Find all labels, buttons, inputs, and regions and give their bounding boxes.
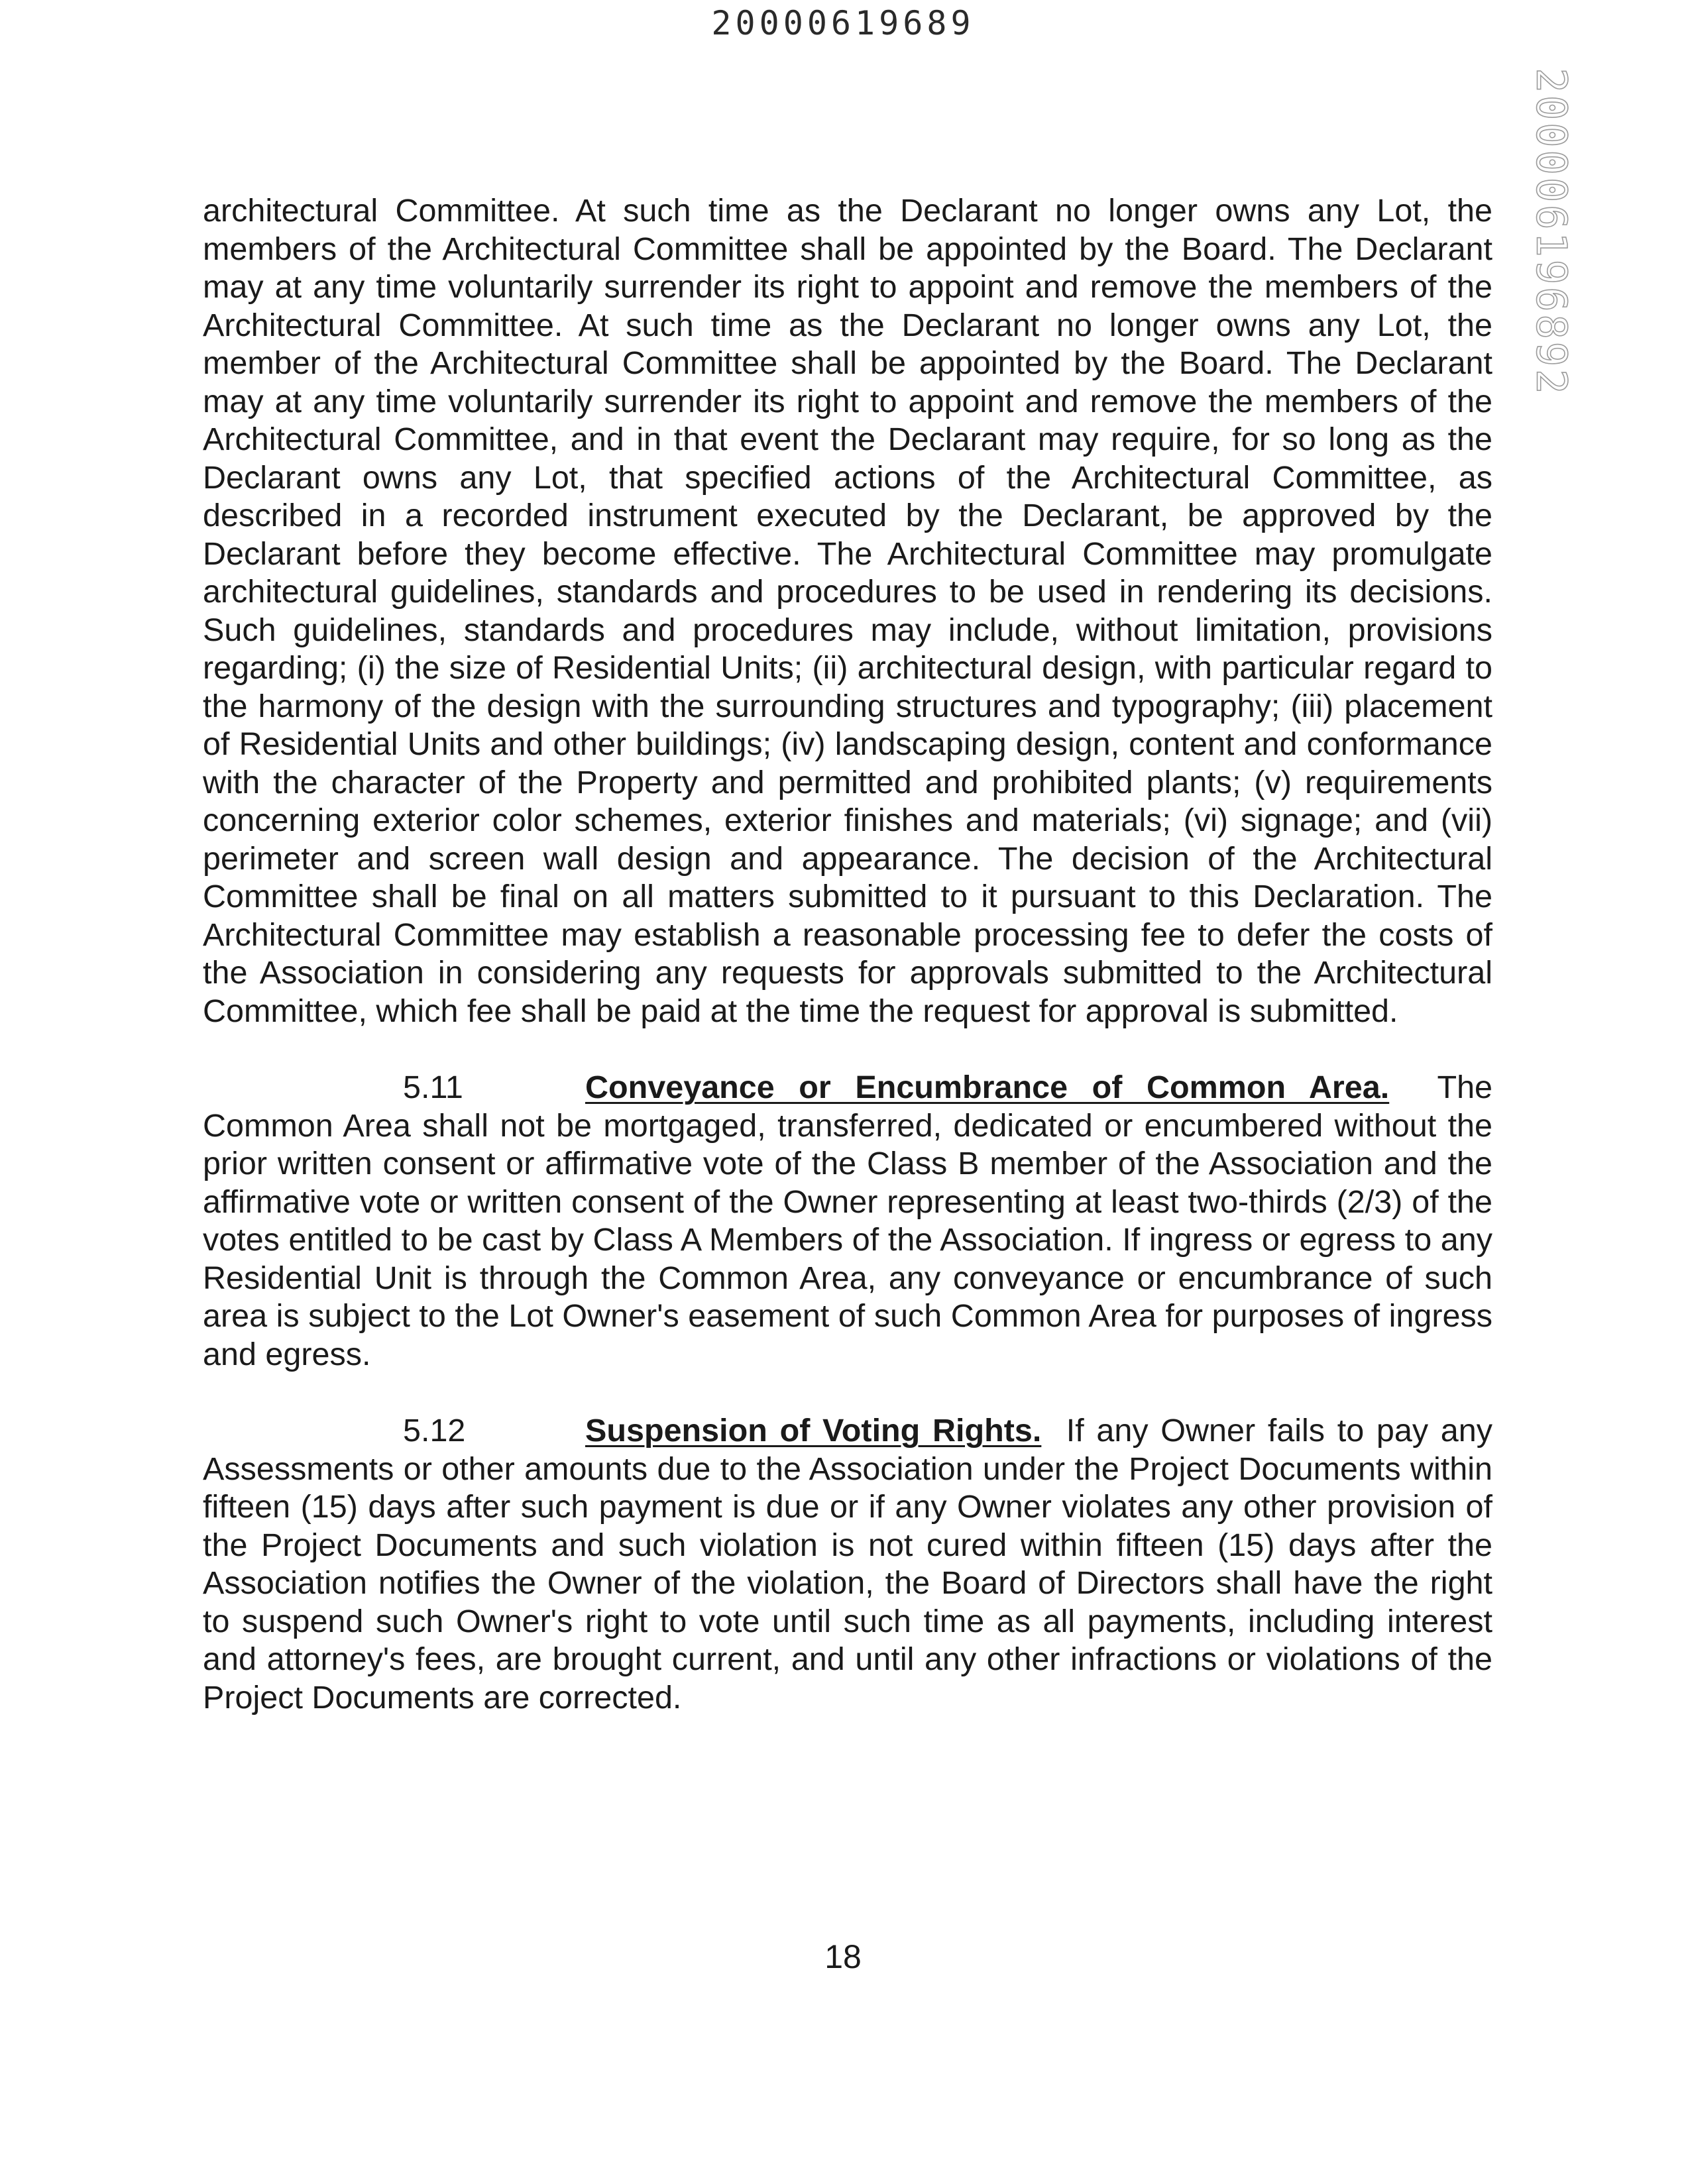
section-text: If any Owner fails to pay any Assessments or other amounts due to the Association under the Project Documents within fifteen (15) days after such payment is due or if any Owner violates any other provision of the Project Documents and such violation is not cured within fifteen (15) days after the Association notifies the Owner of the violation, the Board of Directors shall have the right to suspend such Owner's right to vote until such time as all payments, including interest and attorney's fees, are brought current, and until any other infractions or violations of the Project Documents are corrected. <box>203 1413 1492 1716</box>
side-stamp-text: 200006196892 <box>1527 68 1576 396</box>
section-5-12 <box>203 1412 1492 1717</box>
document-number: 20000619689 <box>711 4 975 42</box>
section-number: 5.11 <box>403 1069 463 1105</box>
section-title: Conveyance or Encumbrance of Common Area. <box>585 1069 1390 1105</box>
side-stamp <box>1522 68 1581 396</box>
section-title: Suspension of Voting Rights. <box>585 1413 1042 1448</box>
section-5-11 <box>203 1069 1492 1374</box>
page-body <box>203 192 1492 1717</box>
page-number: 18 <box>824 1938 862 1975</box>
section-number: 5.12 <box>403 1413 466 1448</box>
continued-paragraph: architectural Committee. At such time as the Declarant no longer owns any Lot, the members of the Architectural Committee shall be appointed by the Board. The Declarant may at any time voluntarily surrender its right to appoint and remove the members of the Architectural Committee. At such time as the Declarant no longer owns any Lot, the member of the Architectural Committee shall be appointed by the Board. The Declarant may at any time voluntarily surrender its right to appoint and remove the members of the Architectural Committee, and in that event the Declarant may require, for so long as the Declarant owns any Lot, that specified actions of the Architectural Committee, as described in a recorded instrument executed by the Declarant, be approved by the Declarant before they become effective. The Architectural Committee may promulgate architectural guidelines, standards and procedures to be used in rendering its decisions. Such guidelines, standards and procedures may include, without limitation, provisions regarding; (i) the size of Residential Units; (ii) architectural design, with particular regard to the harmony of the design with the surrounding structures and typography; (iii) placement of Residential Units and other buildings; (iv) landscaping design, content and conformance with the character of the Property and permitted and prohibited plants; (v) requirements concerning exterior color schemes, exterior finishes and materials; (vi) signage; and (vii) perimeter and screen wall design and appearance. The decision of the Architectural Committee shall be final on all matters submitted to it pursuant to this Declaration. The Architectural Committee may establish a reasonable processing fee to defer the costs of the Association in considering any requests for approvals submitted to the Architectural Committee, which fee shall be paid at the time the request for approval is submitted. <box>203 193 1492 1029</box>
section-text: The Common Area shall not be mortgaged, transferred, dedicated or encumbered without the prior written consent or affirmative vote of the Class B member of the Association and the affirmative vote or written consent of the Owner representing at least two-thirds (2/3) of the votes entitled to be cast by Class A Members of the Association. If ingress or egress to any Residential Unit is through the Common Area, any conveyance or encumbrance of such area is subject to the Lot Owner's easement of such Common Area for purposes of ingress and egress. <box>203 1069 1493 1372</box>
